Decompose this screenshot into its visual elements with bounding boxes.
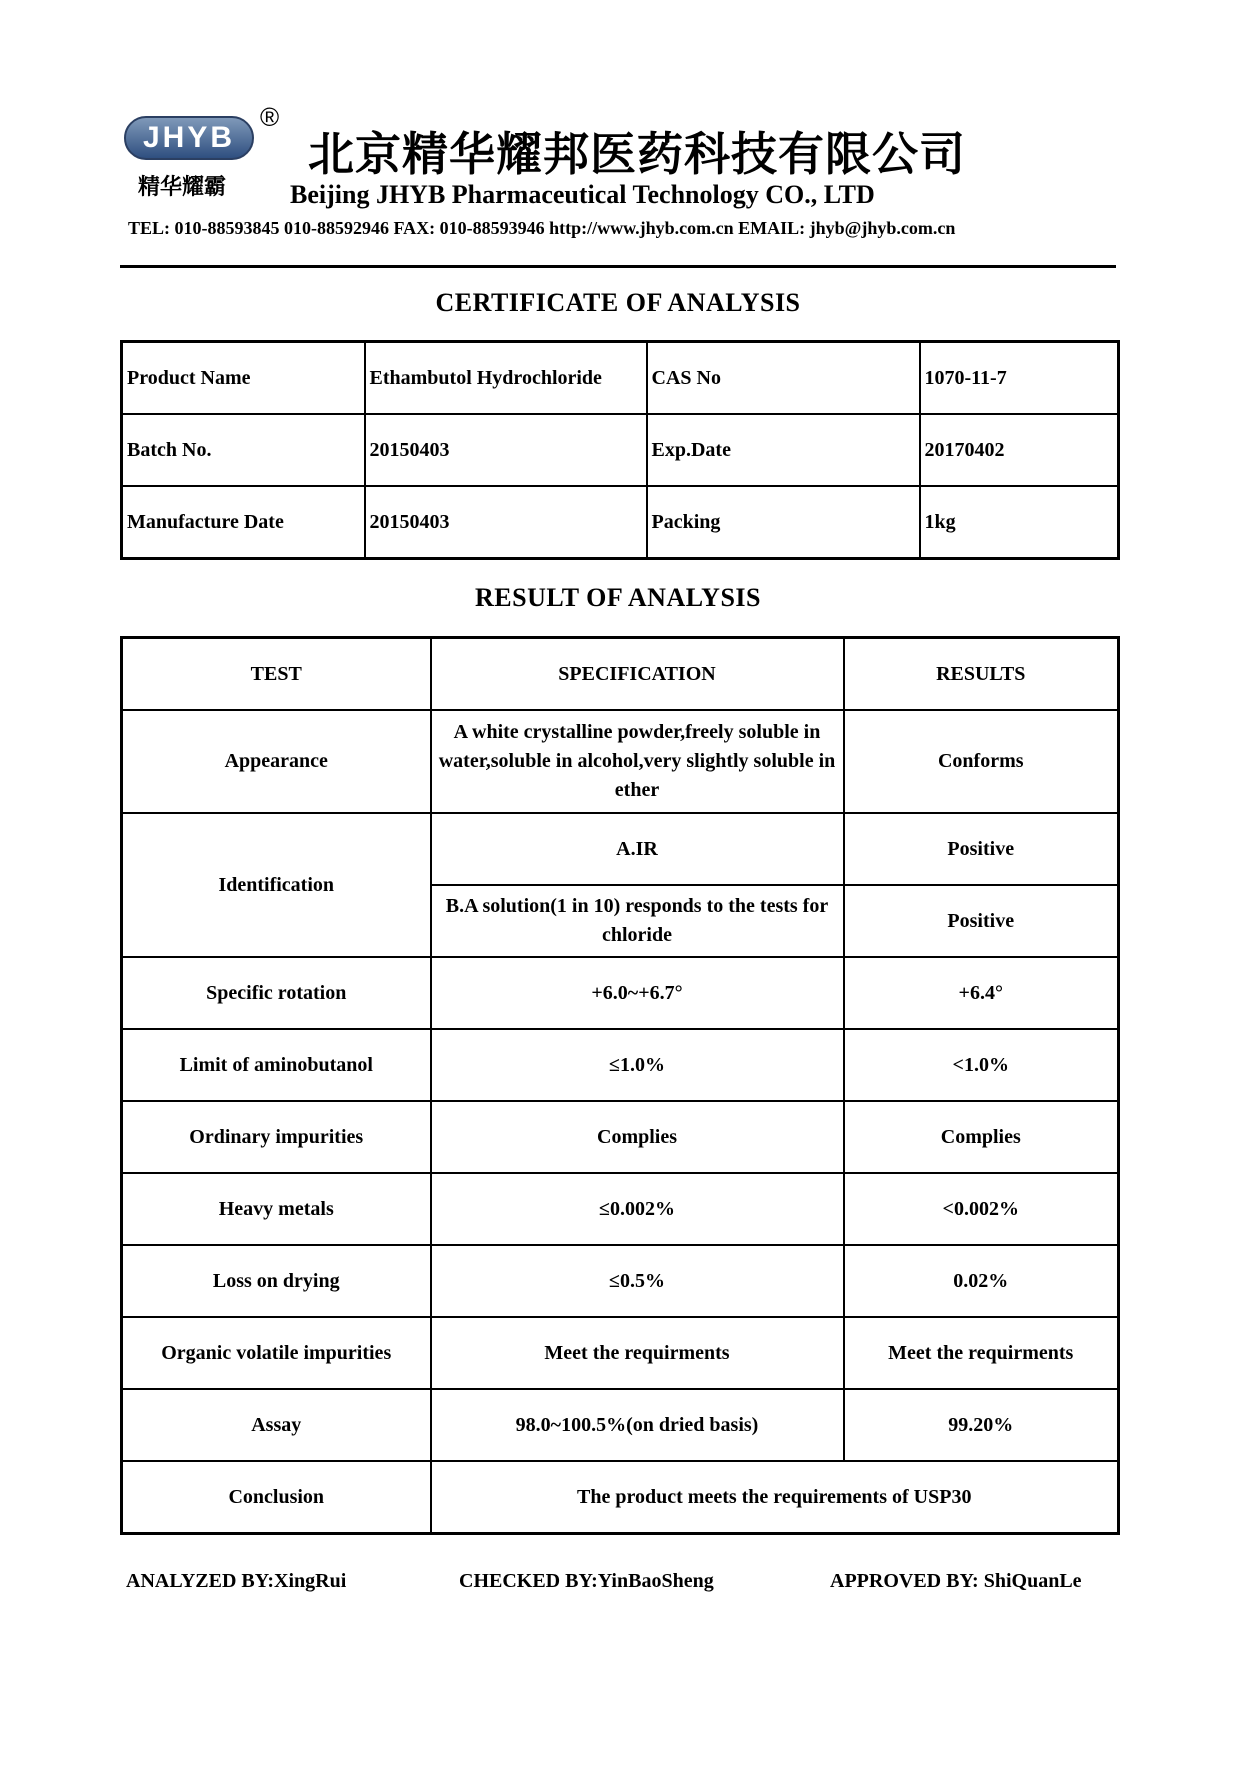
column-header-results: RESULTS (844, 638, 1119, 711)
test-name: Specific rotation (122, 957, 431, 1029)
test-name: Organic volatile impurities (122, 1317, 431, 1389)
info-label: Manufacture Date (122, 486, 365, 559)
result-value: +6.4° (844, 957, 1119, 1029)
signature-line (126, 1570, 1116, 1602)
conclusion-row (122, 1461, 1119, 1534)
logo-chinese-text: 精华耀霸 (138, 175, 227, 200)
info-row-product (122, 342, 1119, 415)
results-header-row (122, 638, 1119, 711)
info-label: Product Name (122, 342, 365, 415)
test-name: Identification (122, 813, 431, 957)
result-value: Meet the requirments (844, 1317, 1119, 1389)
info-label: Batch No. (122, 414, 365, 486)
result-value: Conforms (844, 710, 1119, 813)
info-value: 20150403 (365, 414, 647, 486)
table-row (122, 1101, 1119, 1173)
certificate-title: CERTIFICATE OF ANALYSIS (435, 288, 801, 317)
test-name: Heavy metals (122, 1173, 431, 1245)
product-info-table (120, 340, 1120, 560)
checked-by: CHECKED BY:YinBaoSheng (459, 1570, 714, 1592)
specification: ≤0.002% (431, 1173, 844, 1245)
column-header-specification: SPECIFICATION (431, 638, 844, 711)
test-name: Appearance (122, 710, 431, 813)
table-row (122, 1173, 1119, 1245)
specification: ≤1.0% (431, 1029, 844, 1101)
table-row (122, 710, 1119, 813)
table-row (122, 813, 1119, 885)
header-divider (120, 265, 1116, 268)
info-value: 1kg (920, 486, 1119, 559)
result-value: <0.002% (844, 1173, 1119, 1245)
test-name: Conclusion (122, 1461, 431, 1534)
info-label: Exp.Date (647, 414, 920, 486)
result-value: Complies (844, 1101, 1119, 1173)
specification: 98.0~100.5%(on dried basis) (431, 1389, 844, 1461)
info-row-manufacture (122, 486, 1119, 559)
info-value: Ethambutol Hydrochloride (365, 342, 647, 415)
result-value: 0.02% (844, 1245, 1119, 1317)
column-header-test: TEST (122, 638, 431, 711)
result-value: Positive (844, 885, 1119, 957)
info-label: Packing (647, 486, 920, 559)
table-row (122, 1245, 1119, 1317)
result-value: Positive (844, 813, 1119, 885)
test-name: Loss on drying (122, 1245, 431, 1317)
info-value: 20150403 (365, 486, 647, 559)
conclusion-text: The product meets the requirements of USP30 (431, 1461, 1119, 1534)
table-row (122, 1389, 1119, 1461)
specification: A.IR (431, 813, 844, 885)
logo-badge: JHYB (124, 116, 254, 160)
result-value: <1.0% (844, 1029, 1119, 1101)
result-title: RESULT OF ANALYSIS (475, 583, 761, 612)
contact-line: TEL: 010-88593845 010-88592946 FAX: 010-88593946 http://www.jhyb.com.cn EMAIL: jhyb@jhyb.com.cn (128, 218, 956, 238)
test-name: Ordinary impurities (122, 1101, 431, 1173)
table-row (122, 957, 1119, 1029)
company-logo (120, 102, 280, 204)
test-name: Assay (122, 1389, 431, 1461)
info-value: 1070-11-7 (920, 342, 1119, 415)
result-value: 99.20% (844, 1389, 1119, 1461)
specification: Complies (431, 1101, 844, 1173)
specification: Meet the requirments (431, 1317, 844, 1389)
table-row (122, 1029, 1119, 1101)
specification: B.A solution(1 in 10) responds to the tests for chloride (431, 885, 844, 957)
test-name: Limit of aminobutanol (122, 1029, 431, 1101)
approved-by: APPROVED BY: ShiQuanLe (830, 1570, 1082, 1592)
analyzed-by: ANALYZED BY:XingRui (126, 1570, 347, 1592)
specification: ≤0.5% (431, 1245, 844, 1317)
specification: A white crystalline powder,freely soluble in water,soluble in alcohol,very slightly soluble in ether (431, 710, 844, 813)
results-table (120, 636, 1120, 1535)
company-name-chinese: 北京精华耀邦医药科技有限公司 (308, 127, 966, 181)
company-name-english: Beijing JHYB Pharmaceutical Technology CO., LTD (290, 180, 875, 209)
info-label: CAS No (647, 342, 920, 415)
specification: +6.0~+6.7° (431, 957, 844, 1029)
registered-mark: ® (260, 102, 280, 132)
info-row-batch (122, 414, 1119, 486)
info-value: 20170402 (920, 414, 1119, 486)
table-row (122, 1317, 1119, 1389)
